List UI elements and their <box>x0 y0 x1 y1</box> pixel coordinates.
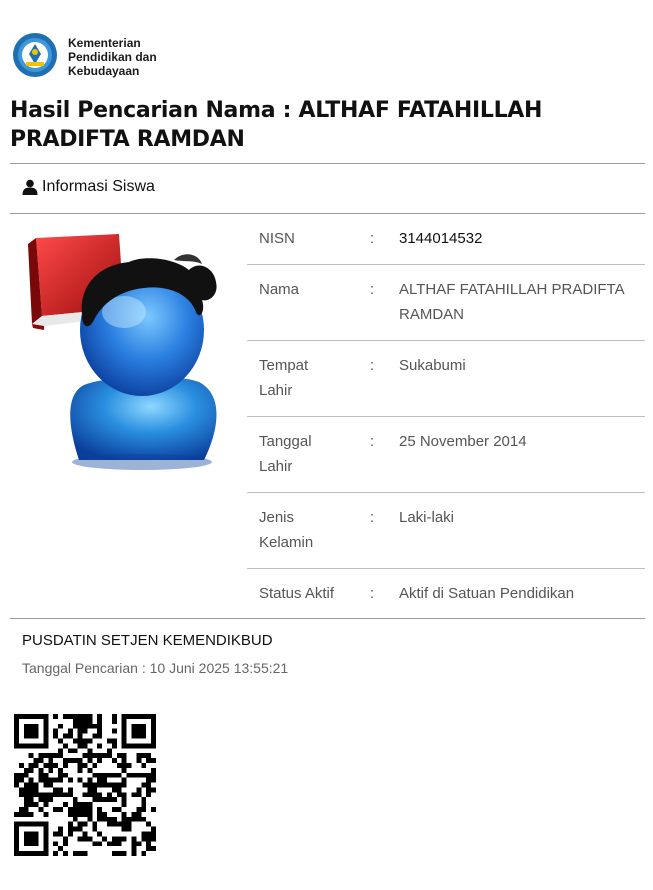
row-value: 3144014532 <box>399 230 483 247</box>
row-label: Nama <box>259 281 300 298</box>
info-row-tanggal-lahir <box>247 417 645 493</box>
logo-line: Pendidikan dan <box>68 50 157 64</box>
row-colon: : <box>370 433 375 450</box>
row-colon: : <box>370 230 375 247</box>
row-colon: : <box>370 357 375 374</box>
divider <box>10 163 645 164</box>
row-value: Laki-laki <box>399 509 455 526</box>
logo-line: Kebudayaan <box>68 64 140 78</box>
footer-organization: PUSDATIN SETJEN KEMENDIKBUD <box>22 632 273 649</box>
section-header <box>22 178 155 196</box>
row-colon: : <box>370 585 375 602</box>
logo-text <box>68 36 157 78</box>
row-label: NISN <box>259 230 295 247</box>
info-row-status-aktif <box>247 569 645 619</box>
divider <box>10 618 645 619</box>
row-label: Jenis Kelamin <box>259 509 314 551</box>
student-avatar-icon <box>24 230 234 470</box>
row-label: Status Aktif <box>259 585 335 602</box>
row-value: 25 November 2014 <box>399 433 527 450</box>
page-title: Hasil Pencarian Nama : ALTHAF FATAHILLAH PRADIFTA RAMDAN <box>10 98 543 152</box>
qr-code <box>14 714 156 856</box>
header-logo <box>12 32 157 78</box>
section-label: Informasi Siswa <box>42 178 155 195</box>
row-colon: : <box>370 509 375 526</box>
row-value: ALTHAF FATAHILLAH PRADIFTA RAMDAN <box>399 281 624 323</box>
info-row-jenis-kelamin <box>247 493 645 569</box>
row-value: Sukabumi <box>399 357 466 374</box>
info-row-nisn <box>247 214 645 265</box>
kemendikbud-logo-icon <box>12 32 58 78</box>
user-icon <box>22 179 38 195</box>
info-row-tempat-lahir <box>247 341 645 417</box>
info-row-nama <box>247 265 645 341</box>
row-colon: : <box>370 281 375 298</box>
search-date: Tanggal Pencarian : 10 Juni 2025 13:55:21 <box>22 660 289 676</box>
logo-line: Kementerian <box>68 36 141 50</box>
student-info-table <box>247 214 645 619</box>
row-label: Tanggal Lahir <box>259 433 312 475</box>
row-value: Aktif di Satuan Pendidikan <box>399 585 575 602</box>
row-label: Tempat Lahir <box>259 357 309 399</box>
